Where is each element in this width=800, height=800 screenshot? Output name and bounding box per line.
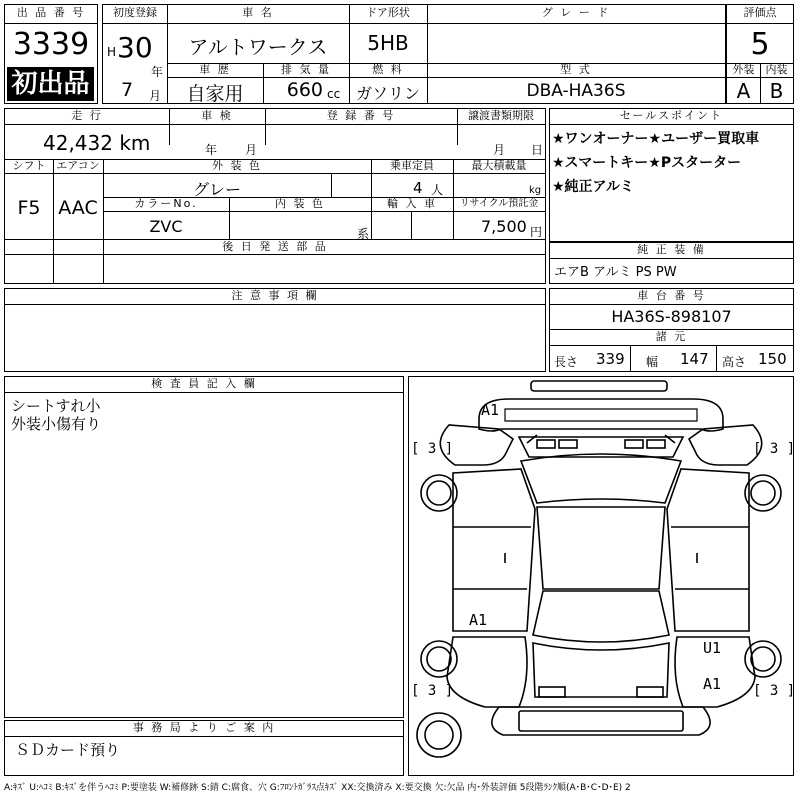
later-parts-label: 後 日 発 送 部 品 xyxy=(222,240,328,253)
interior-color-suffix: 系 xyxy=(357,227,370,241)
dims-label: 諸 元 xyxy=(655,330,688,343)
recycle-unit: 円 xyxy=(530,225,543,239)
fuel-label: 燃 料 xyxy=(372,63,404,76)
load-label: 最大積載量 xyxy=(471,159,527,172)
history-label: 車 歴 xyxy=(199,63,231,76)
ac-label: エアコン xyxy=(56,159,100,172)
lot-number: 3339 xyxy=(12,27,90,62)
car-diagram xyxy=(409,377,796,775)
displacement: 660 xyxy=(286,79,323,101)
capacity: 4 xyxy=(413,179,423,197)
lot-box xyxy=(4,4,98,104)
sales-point-3: ★純正アルミ xyxy=(552,179,634,195)
model-code: DBA-HA36S xyxy=(526,81,626,101)
load-unit: kg xyxy=(529,185,542,196)
tire-rear-right: [ 3 ] xyxy=(753,683,796,699)
first-reg-label: 初度登録 xyxy=(113,6,157,19)
right-front-fender xyxy=(689,425,762,465)
width-label: 幅 xyxy=(646,355,659,369)
width: 147 xyxy=(680,350,709,368)
inspector-line-1: シートすれ小 xyxy=(11,397,101,415)
recycle-amount: 7,500 xyxy=(481,217,527,236)
front-section xyxy=(479,399,723,431)
inspector-line-2: 外装小傷有り xyxy=(11,415,102,433)
right-side-body xyxy=(667,469,749,631)
rear-hatch xyxy=(533,643,669,697)
equipment-label: 純 正 装 備 xyxy=(637,243,706,256)
mark-left-rocker: A1 xyxy=(469,611,488,629)
interior-label: 内装 xyxy=(765,63,788,76)
inspection-month-unit: 月 xyxy=(245,143,258,157)
interior-grade: B xyxy=(769,79,784,103)
notes-box xyxy=(4,288,546,372)
sales-box xyxy=(549,108,794,242)
sales-point-2: ★スマートキー★Pスターター xyxy=(552,155,742,171)
transfer-label: 譲渡書類期限 xyxy=(468,109,534,122)
car-diagram-box xyxy=(408,376,794,776)
notes-label: 注 意 事 項 欄 xyxy=(231,289,319,302)
door-type: 5HB xyxy=(367,31,409,55)
first-listing-badge: 初出品 xyxy=(7,67,94,101)
ac: AAC xyxy=(58,197,98,219)
sales-label: セールスポイント xyxy=(619,109,723,122)
spare-tire xyxy=(417,713,461,757)
mark-right-rear: A1 xyxy=(703,675,722,693)
height-label: 高さ xyxy=(722,355,747,369)
mileage-label: 走 行 xyxy=(71,109,103,122)
inspection-year-unit: 年 xyxy=(205,143,218,157)
front-bumper-bar xyxy=(531,381,667,391)
exterior-label: 外装 xyxy=(732,63,755,76)
era: H xyxy=(107,45,117,59)
sales-point-1: ★ワンオーナー★ユーザー買取車 xyxy=(552,131,760,147)
tire-front-left: [ 3 ] xyxy=(411,441,454,457)
history: 自家用 xyxy=(186,83,244,105)
windshield xyxy=(521,454,681,503)
rear-bumper-bar xyxy=(519,711,683,731)
displacement-label: 排 気 量 xyxy=(281,63,331,76)
interior-color-label: 内 装 色 xyxy=(275,197,325,210)
shift: F5 xyxy=(17,197,41,219)
import-label: 輸 入 車 xyxy=(387,197,437,210)
equipment-items: エアB アルミ PS PW xyxy=(554,265,677,280)
displacement-unit: cc xyxy=(327,87,341,101)
chassis-number: HA36S-898107 xyxy=(611,307,732,326)
exterior-grade: A xyxy=(736,79,751,103)
tire-rear-left: [ 3 ] xyxy=(411,683,454,699)
chassis-box xyxy=(549,288,794,372)
lot-label: 出 品 番 号 xyxy=(16,6,86,19)
front-grille xyxy=(505,409,697,421)
transfer-month-unit: 月 xyxy=(493,143,506,157)
roof xyxy=(537,507,665,589)
legend: A:ｷｽﾞ U:ﾍｺﾐ B:ｷｽﾞを伴うﾍｺﾐ P:要塗装 W:補修跡 S:錆 C:腐食、穴 G:ﾌﾛﾝﾄｶﾞﾗｽ点ｷｽﾞ XX:交換済み X:要交換 欠:欠品 内･外装評価 5段階ﾗﾝｸ順(A･B･C･D･E) 2 xyxy=(4,783,631,793)
mark-front-bumper: A1 xyxy=(481,401,500,419)
car-name-label: 車 名 xyxy=(242,6,274,19)
shift-label: シフト xyxy=(12,159,46,172)
length-label: 長さ xyxy=(554,355,579,369)
grade-label: グ レ ー ド xyxy=(541,6,611,19)
year-unit: 年 xyxy=(151,65,164,79)
capacity-label: 乗車定員 xyxy=(390,159,434,172)
exterior-color-label: 外 装 色 xyxy=(212,159,262,172)
door-label: ドア形状 xyxy=(366,6,410,19)
office-label: 事 務 局 よ り ご 案 内 xyxy=(132,721,276,734)
month: 7 xyxy=(121,79,134,101)
reg-year: 30 xyxy=(117,31,153,64)
score-box xyxy=(726,4,794,104)
chassis-label: 車 台 番 号 xyxy=(637,289,706,302)
score-label: 評価点 xyxy=(743,6,777,19)
capacity-unit: 人 xyxy=(431,183,444,197)
rear-window xyxy=(533,591,669,642)
recycle-label: リサイクル預託金 xyxy=(459,198,539,209)
inspector-box xyxy=(4,376,404,718)
vehicle-header-box xyxy=(102,4,726,104)
plate-label: 登 録 番 号 xyxy=(326,109,396,122)
car-name: アルトワークス xyxy=(188,35,328,59)
office-note: ＳＤカード預り xyxy=(15,741,121,759)
overall-score: 5 xyxy=(750,27,770,62)
color-no-label: カラーNo. xyxy=(134,197,198,210)
height: 150 xyxy=(758,350,787,368)
mark-right-rear-door: U1 xyxy=(703,639,722,657)
mileage: 42,432 km xyxy=(43,131,151,155)
color-no: ZVC xyxy=(149,217,183,236)
equipment-box xyxy=(549,242,794,284)
office-box xyxy=(4,720,404,776)
transfer-day-unit: 日 xyxy=(531,143,544,157)
left-rear-fender xyxy=(447,637,527,707)
left-side-body xyxy=(453,469,535,631)
inspection-label: 車 検 xyxy=(201,109,233,122)
model-label: 型 式 xyxy=(560,63,592,76)
month-unit: 月 xyxy=(149,89,162,103)
length: 339 xyxy=(596,350,625,368)
details-box xyxy=(4,108,546,284)
fuel: ガソリン xyxy=(355,84,420,103)
inspector-label: 検 査 員 記 入 欄 xyxy=(151,377,257,390)
exterior-color: グレー xyxy=(192,180,241,199)
tire-front-right: [ 3 ] xyxy=(753,441,796,457)
